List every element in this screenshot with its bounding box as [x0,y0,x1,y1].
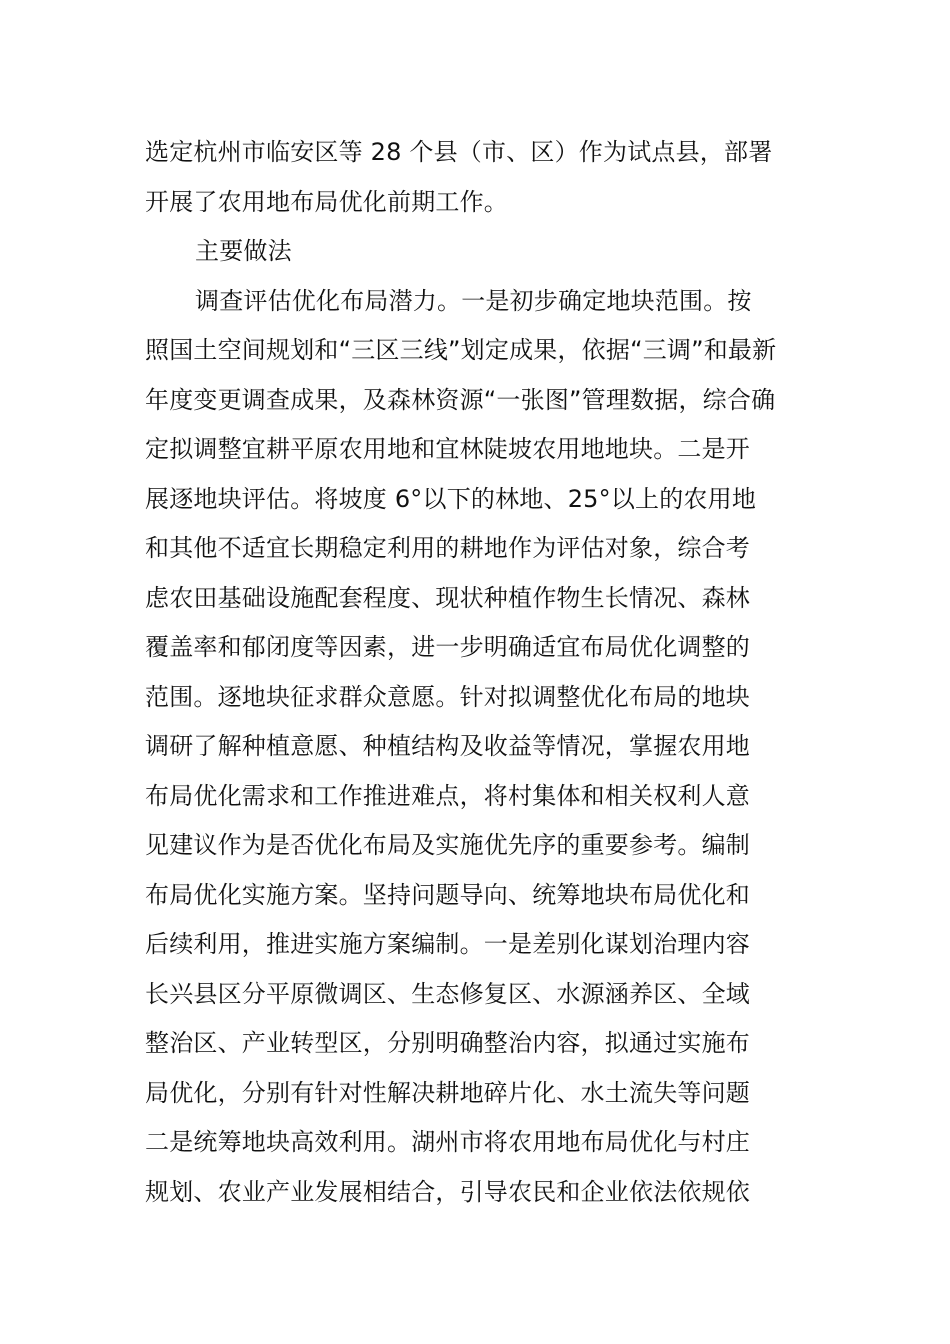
text-line: 和其他不适宜长期稳定利用的耕地作为评估对象，综合考 [145,534,750,562]
text-line: 开展了农用地布局优化前期工作。 [145,187,508,216]
text-line: 定拟调整宜耕平原农用地和宜林陡坡农用地地块。二是开 [145,435,750,463]
text-line: 调查评估优化布局潜力。一是初步确定地块范围。按 [195,286,752,315]
text-line: 虑农田基础设施配套程度、现状种植作物生长情况、森林 [145,583,750,612]
text-line: 展逐地块评估。将坡度 6°以下的林地、25°以上的农用地 [145,484,757,513]
text-line: 调研了解种植意愿、种植结构及收益等情况，掌握农用地 [145,732,750,760]
text-line: 局优化，分别有针对性解决耕地碎片化、水土流失等问题 [145,1078,750,1107]
text-line: 覆盖率和郁闭度等因素，进一步明确适宜布局优化调整的 [145,633,750,661]
text-line: 范围。逐地块征求群众意愿。针对拟调整优化布局的地块 [145,682,750,711]
text-line: 选定杭州市临安区等 28 个县（市、区）作为试点县，部署 [145,138,773,166]
text-line: 见建议作为是否优化布局及实施优先序的重要参考。编制 [145,831,750,859]
text-line: 年度变更调查成果，及森林资源“一张图”管理数据，综合确 [145,385,776,414]
text-line: 长兴县区分平原微调区、生态修复区、水源涵养区、全域 [145,979,750,1008]
text-line: 布局优化实施方案。坚持问题导向、统筹地块布局优化和 [145,880,750,909]
section-heading: 主要做法 [195,237,292,265]
text-line: 布局优化需求和工作推进难点，将村集体和相关权利人意 [145,781,750,810]
text-line: 整治区、产业转型区，分别明确整治内容，拟通过实施布 [145,1029,750,1057]
text-line: 后续利用，推进实施方案编制。一是差别化谋划治理内容 [145,930,750,958]
text-line: 规划、农业产业发展相结合，引导农民和企业依法依规依 [145,1177,750,1206]
document-body [145,128,815,1217]
text-line: 二是统筹地块高效利用。湖州市将农用地布局优化与村庄 [145,1128,750,1156]
text-line: 照国土空间规划和“三区三线”划定成果，依据“三调”和最新 [145,336,777,364]
